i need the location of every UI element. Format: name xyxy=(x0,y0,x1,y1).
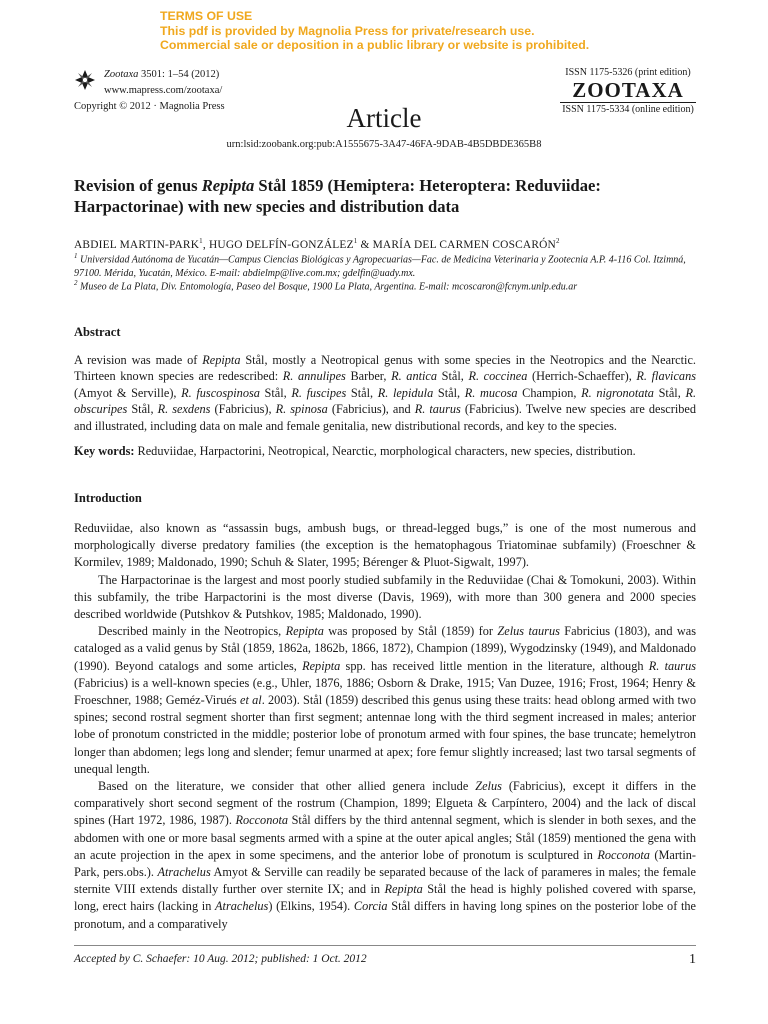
journal-url[interactable]: www.mapress.com/zootaxa/ xyxy=(104,85,223,96)
introduction-segment: The Harpactorinae is the largest and most poorly studied subfamily in the Reduviidae (Chai & Tomokuni, 2003). Within this subfamily, the tribe Harpactorini is the most diverse (Davis, 1969), with more than 300 genera and 2000 species described worldwide (Putshkov & Putshkov, 1985; Maldonado, 1990). xyxy=(74,572,696,622)
journal-citation xyxy=(74,67,225,83)
introduction-segment-italic: Zelus taurus xyxy=(497,624,560,639)
author-1-affil: 1 xyxy=(199,237,203,245)
issn-online: ISSN 1175-5334 (online edition) xyxy=(562,104,694,115)
author-2: , HUGO DELFÍN-GONZÁLEZ xyxy=(202,238,354,251)
introduction-segment-italic: Repipta xyxy=(302,658,341,673)
introduction-segment-italic: Rocconota xyxy=(597,847,650,862)
terms-line-private-use: This pdf is provided by Magnolia Press for private/research use. xyxy=(160,23,535,38)
abstract-segment: A revision was made of xyxy=(74,353,203,367)
abstract-segment-italic: R. flavicans xyxy=(636,369,697,384)
terms-line-commercial: Commercial sale or deposition in a public library or website is prohibited. xyxy=(160,38,590,52)
abstract-segment: (Amyot & Serville), xyxy=(74,385,182,400)
abstract-segment: Stål, xyxy=(437,369,469,384)
abstract-segment: (Fabricius), and xyxy=(327,402,415,417)
abstract-segment-italic: R. sexdens xyxy=(157,402,211,417)
introduction-segment-italic: Repipta xyxy=(285,624,324,639)
page-number: 1 xyxy=(689,952,696,967)
introduction-segment-italic: R. taurus xyxy=(648,658,696,673)
magnolia-press-logo-icon xyxy=(74,69,96,91)
abstract-segment: Barber, xyxy=(345,369,392,384)
abstract-segment-italic: R. obscuripes xyxy=(74,385,697,417)
abstract-segment: Stål, mostly a Neotropical genus with some species in the Neotropics and the Nearctic. Thirteen known species are redescribed: xyxy=(74,353,697,384)
abstract-segment: (Fabricius). Twelve new species are described and illustrated, including data on male and female genitalia, new distributional records, and key to the species. xyxy=(74,402,696,433)
introduction-segment-italic: Atrachelus xyxy=(215,899,269,914)
abstract-segment: Stål, xyxy=(346,385,378,400)
introduction-segment: (Fabricius), except it differs in the comparatively short second segment of the rostrum (Champion, 1899; Elgueta & Carpíntero, 2004) and the lack of discal spines (Hart 1972, 1986, 1987). xyxy=(74,779,696,828)
abstract-segment-italic: R. nigronotata xyxy=(581,385,654,400)
introduction-segment: Stål differs by the third antennal segment, which is slender in both sexes, and the abdomen with one or more basal segments armed with a spine at the outer apical angles; Stål (1859) mentioned the gena with an acute projection in the apex in some specimens, and the anterior lobe of pronotum is sculptured in xyxy=(74,813,696,862)
introduction-segment: Amyot & Serville can readily be separated because of the lack of parameres in males; the female sternite VIII extends distally further over sternite IX; and in xyxy=(74,865,696,897)
author-2-affil: 1 xyxy=(353,237,358,245)
introduction-segment: . 2003). Stål (1859) described this genus using these traits: head oblong armed with two spines; second rostral segment shorter than first segment; antennae long with the third segment increased in males; anterior lobe of pronotum constricted in the middle; posterior lobe of pronotum armed with four spines, the base truncate; hemelytron longer than abdomen; legs long and slender; femur unarmed at apex; fore femur slightly increased; last two tarsal segments of unequal length. xyxy=(74,693,696,776)
introduction-body xyxy=(74,520,696,933)
introduction-segment: (Martin-Park, pers.obs.). xyxy=(74,847,697,880)
title-genus: Repipta xyxy=(201,176,255,195)
abstract-segment-italic: R. lepidula xyxy=(377,385,434,400)
introduction-segment: Reduviidae, also known as “assassin bugs, ambush bugs, or thread-legged bugs,” is one of the most numerous and morphologically diverse predatory families (the exception is the hematophagous Triatominae subfamily) (Froeschner & Kormilev, 1989; Maldonado, 1990; Schuh & Slater, 1995; Bérenger & Pluot-Sigwalt, 1997). xyxy=(74,521,696,570)
terms-heading: TERMS OF USE xyxy=(160,9,253,23)
abstract-segment-italic: R. annulipes xyxy=(282,369,346,384)
zoobank-urn: urn:lsid:zoobank.org:pub:A1555675-3A47-46FA-9DAB-4B5DBDE365B8 xyxy=(226,139,542,150)
introduction-segment-italic: Corcia xyxy=(353,899,388,914)
abstract-segment-italic: R. coccinea xyxy=(468,369,528,384)
abstract-segment-italic: Repipta xyxy=(202,353,241,367)
copyright-line: Copyright © 2012 · Magnolia Press xyxy=(74,101,225,112)
affiliation-2 xyxy=(74,277,696,294)
affiliation-1-text: Universidad Autónoma de Yucatán—Campus Ciencias Biológicas y Agropecuarias—Fac. de Medicina Veterinaria y Zootecnia A.P. 4-116 Col. Itzimná, 97100. Mérida, Yucatán, México. E-mail: abdielmp@live.com.mx; gdelfin@uady.mx. xyxy=(74,254,686,279)
introduction-segment-italic: Atrachelus xyxy=(157,865,211,880)
introduction-segment: Described mainly in the Neotropics, xyxy=(98,624,286,639)
introduction-segment: Stål differs in having long spines on the posterior lobe of the pronotum, and a comparatively xyxy=(74,899,697,931)
abstract-segment-italic: R. fuscospinosa xyxy=(181,385,260,400)
terms-of-use-notice xyxy=(160,9,589,53)
abstract-segment: Stål, xyxy=(127,402,158,417)
introduction-segment: Based on the literature, we consider that other allied genera include xyxy=(98,779,476,794)
author-3: & MARÍA DEL CARMEN COSCARÓN xyxy=(357,238,556,251)
affiliation-2-marker: 2 xyxy=(74,279,78,287)
abstract-segment: (Fabricius), xyxy=(210,402,276,417)
abstract-segment-italic: R. antica xyxy=(391,369,438,384)
abstract-segment: (Herrich-Schaeffer), xyxy=(527,369,637,384)
abstract-body xyxy=(74,352,696,434)
author-1: ABDIEL MARTIN-PARK xyxy=(74,238,200,251)
introduction-segment-italic: Zelus xyxy=(475,779,502,794)
zootaxa-brand: ZOOTAXA xyxy=(560,79,696,103)
introduction-segment-italic: Rocconota xyxy=(235,813,289,828)
abstract-segment: Stål, xyxy=(259,385,292,400)
introduction-paragraph-2 xyxy=(74,572,696,624)
acceptance-note: Accepted by C. Schaefer: 10 Aug. 2012; published: 1 Oct. 2012 xyxy=(74,953,367,965)
paper-title xyxy=(74,175,696,217)
title-part-1: Revision of genus xyxy=(74,176,202,195)
affiliation-1 xyxy=(74,250,696,280)
introduction-segment: (Fabricius) is a well-known species (e.g., Uhler, 1876, 1886; Osborn & Drake, 1915; Van Duzee, 1916; Frost, 1964; Henry & Froeschner, 1988; Geméz-Virués xyxy=(74,675,696,708)
affiliation-2-text: Museo de La Plata, Div. Entomología, Paseo del Bosque, 1900 La Plata, Argentina. E-mail: mcoscaron@fcnym.unlp.edu.ar xyxy=(77,281,578,293)
abstract-segment-italic: R. mucosa xyxy=(464,385,518,400)
abstract-segment-italic: R. fuscipes xyxy=(291,385,347,400)
introduction-segment: was proposed by Stål (1859) for xyxy=(323,624,498,639)
introduction-heading: Introduction xyxy=(74,491,142,505)
keywords-line xyxy=(74,443,696,459)
footer-rule xyxy=(74,945,696,946)
introduction-segment: Fabricius (1803), and was cataloged as a valid genus by Stål (1859, 1862a, 1862b, 1866, 1872), Champion (1899), Wygodzinsky (1949), and Maldonado (1990). Beyond catalogs and some articles, xyxy=(74,624,696,673)
issn-print: ISSN 1175-5326 (print edition) xyxy=(565,67,691,78)
introduction-paragraph-1 xyxy=(74,520,696,572)
introduction-segment-italic: Repipta xyxy=(384,882,423,897)
article-label: Article xyxy=(346,103,422,133)
introduction-segment: ) (Elkins, 1954). xyxy=(268,899,354,914)
introduction-segment: Stål the head is highly polished covered with sparse, long, erect hairs (lacking in xyxy=(74,882,696,914)
introduction-segment: spp. has received little mention in the literature, although xyxy=(340,658,649,673)
journal-name: Zootaxa xyxy=(104,69,139,80)
introduction-segment-italic: et al xyxy=(239,693,262,708)
introduction-paragraph-3 xyxy=(74,623,696,778)
keywords-text: Reduviidae, Harpactorini, Neotropical, Nearctic, morphological characters, new species, distribution. xyxy=(134,444,636,458)
abstract-heading: Abstract xyxy=(74,325,121,339)
affiliation-1-marker: 1 xyxy=(74,252,78,260)
author-3-affil: 2 xyxy=(555,237,560,245)
volume-pages-year: 3501: 1–54 (2012) xyxy=(138,69,220,80)
introduction-paragraph-4 xyxy=(74,778,696,933)
abstract-segment-italic: R. spinosa xyxy=(275,402,328,417)
abstract-segment: Stål, xyxy=(653,385,686,400)
abstract-segment: Stål, xyxy=(433,385,465,400)
keywords-label: Key words: xyxy=(74,444,135,458)
title-part-2: Stål 1859 (Hemiptera: Heteroptera: Reduviidae: Harpactorinae) with new species and distribution data xyxy=(74,176,601,216)
abstract-segment: Champion, xyxy=(517,385,582,400)
abstract-segment-italic: R. taurus xyxy=(414,402,461,417)
